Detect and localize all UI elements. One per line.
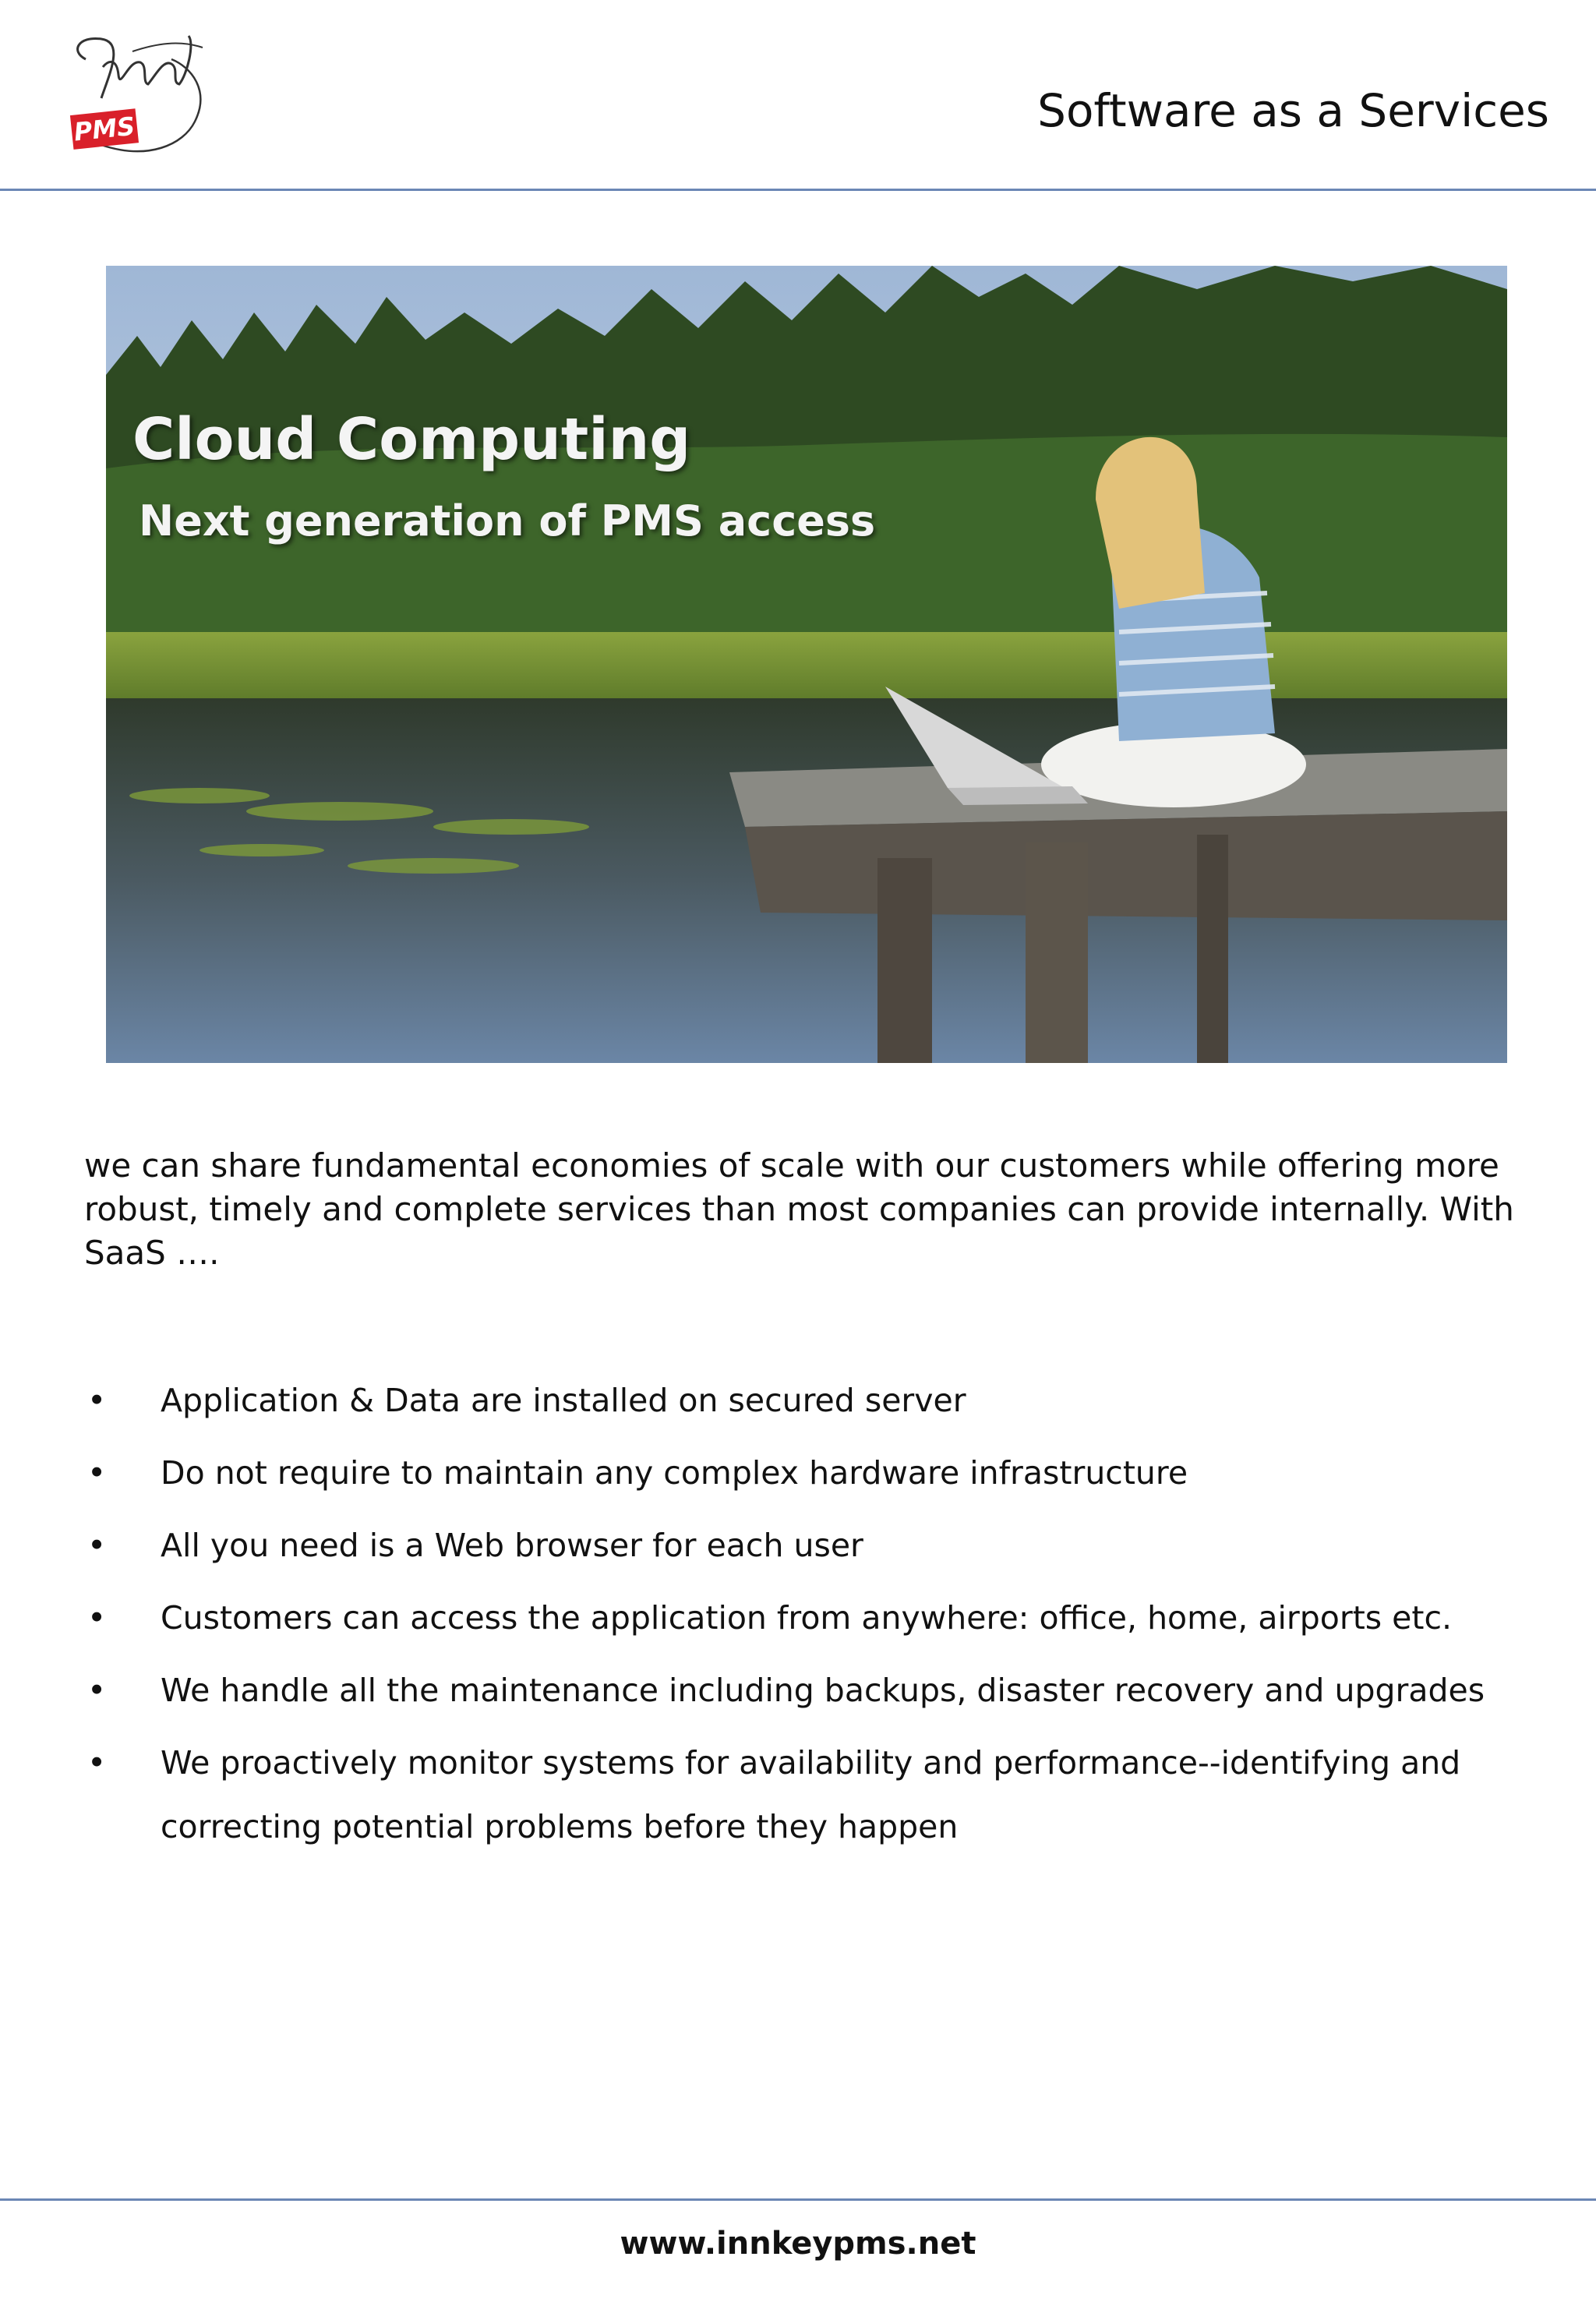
list-item-text: We proactively monitor systems for availability and performance--identifying and correcting potential problems before they happen <box>161 1744 1461 1845</box>
header-divider <box>0 189 1596 191</box>
list-item <box>84 1586 1534 1650</box>
list-item-text: All you need is a Web browser for each user <box>161 1527 863 1564</box>
list-item-text: Application & Data are installed on secured server <box>161 1382 966 1419</box>
logo-graphic <box>55 28 218 176</box>
hero-image <box>106 266 1507 1063</box>
innkey-pms-logo <box>55 28 218 176</box>
bullet-icon: • <box>87 1672 107 1709</box>
hero-subline: Next generation of PMS access <box>139 496 876 546</box>
bullet-icon: • <box>87 1527 107 1564</box>
list-item <box>84 1441 1534 1505</box>
bullet-icon: • <box>87 1382 107 1419</box>
page-title: Software as a Services <box>1037 84 1549 137</box>
hero-headline: Cloud Computing <box>132 406 691 473</box>
bullet-icon: • <box>87 1599 107 1637</box>
list-item <box>84 1368 1534 1432</box>
list-item <box>84 1731 1534 1859</box>
bullet-icon: • <box>87 1744 107 1782</box>
svg-text:PMS: PMS <box>72 111 136 147</box>
bullet-icon: • <box>87 1454 107 1492</box>
list-item-text: Do not require to maintain any complex hardware infrastructure <box>161 1454 1188 1492</box>
footer-website-link[interactable]: www.innkeypms.net <box>620 2226 976 2262</box>
list-item <box>84 1658 1534 1722</box>
feature-list <box>84 1368 1534 1867</box>
footer-divider <box>0 2198 1596 2201</box>
intro-paragraph: we can share fundamental economies of scale with our customers while offering more robust, timely and complete services than most companies can provide internally. With SaaS …. <box>84 1146 1514 1272</box>
list-item-text: Customers can access the application from anywhere: office, home, airports etc. <box>161 1599 1453 1637</box>
list-item-text: We handle all the maintenance including backups, disaster recovery and upgrades <box>161 1672 1485 1709</box>
list-item <box>84 1513 1534 1577</box>
lake-dock-illustration <box>106 266 1507 1063</box>
